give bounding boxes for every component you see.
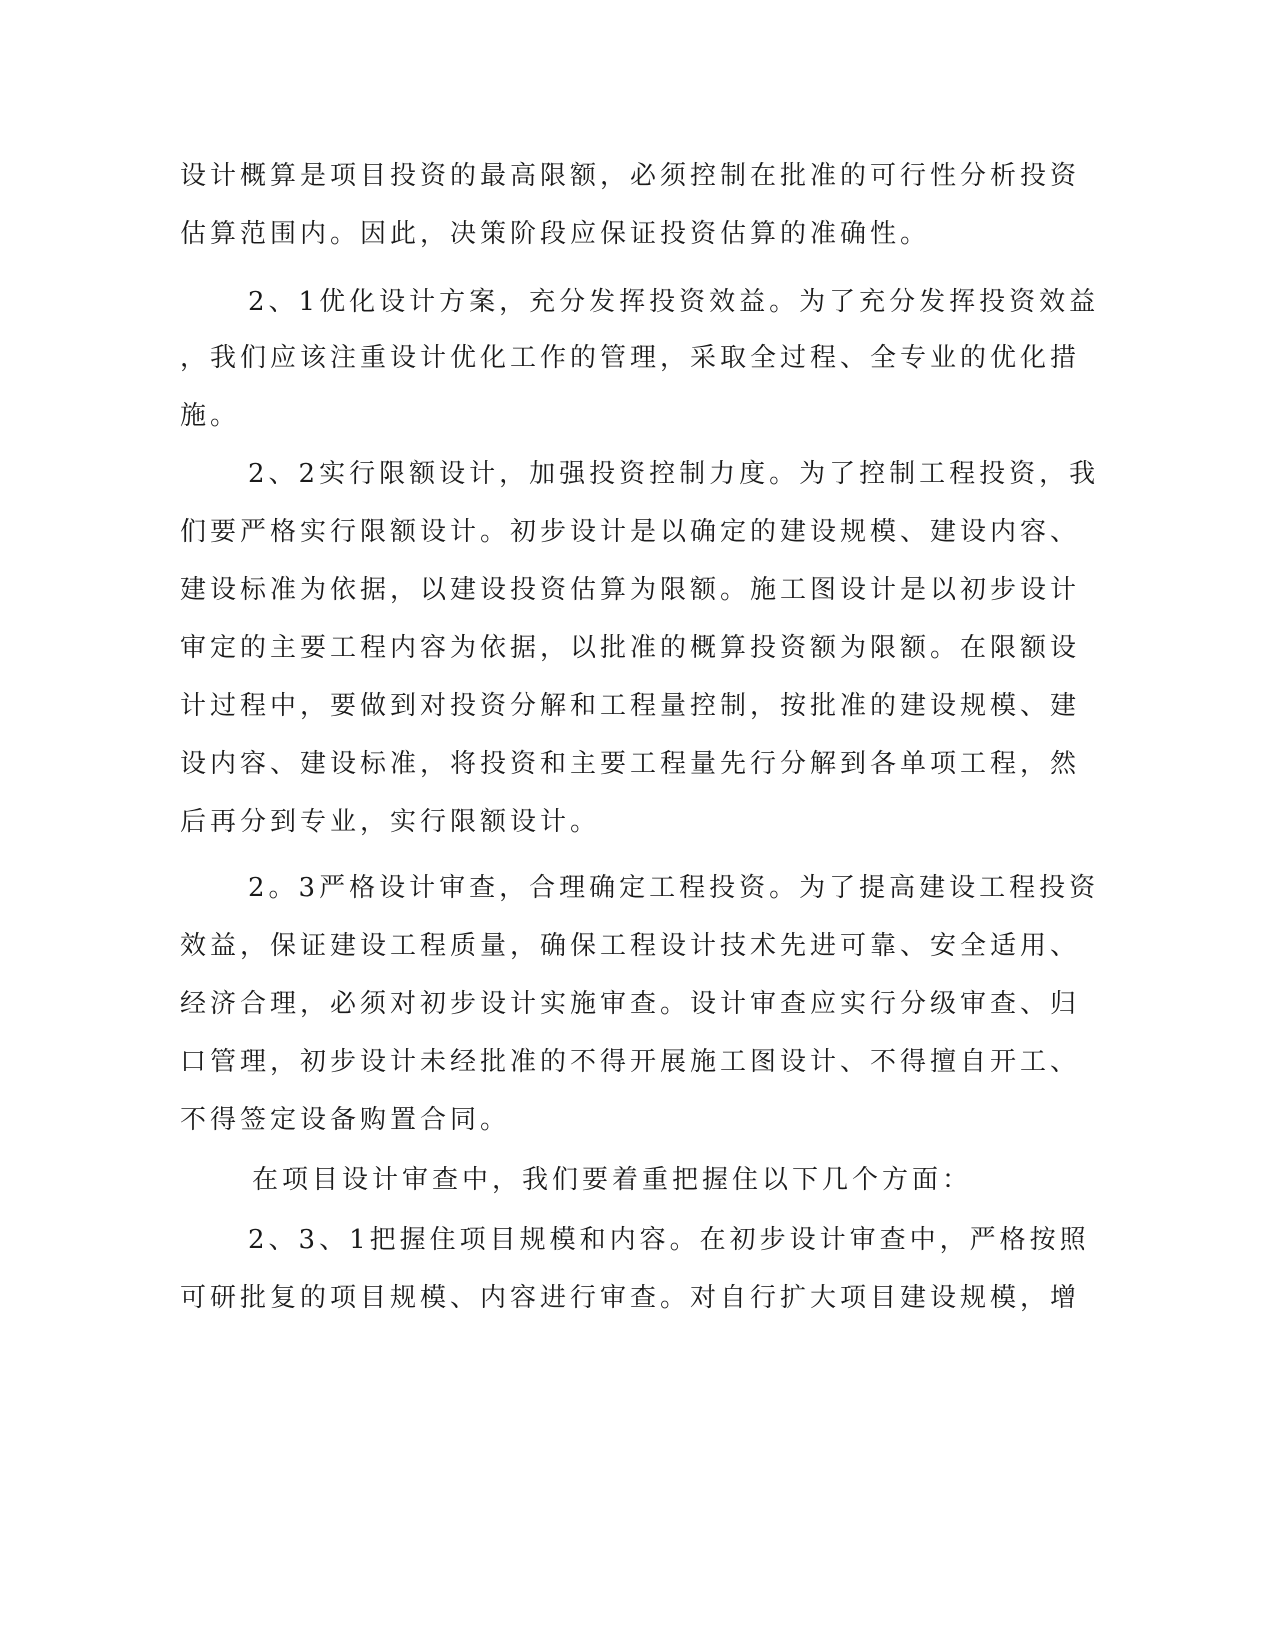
text-line-14: 效益，保证建设工程质量，确保工程设计技术先进可靠、安全适用、: [180, 931, 1081, 961]
text-line-8: 建设标准为依据，以建设投资估算为限额。施工图设计是以初步设计: [180, 575, 1081, 605]
text-line-4: ，我们应该注重设计优化工作的管理，采取全过程、全专业的优化措: [180, 343, 1081, 373]
text-line-19: 2、3、1把握住项目规模和内容。在初步设计审查中，严格按照: [248, 1225, 1090, 1255]
text-line-18: 在项目设计审查中，我们要着重把握住以下几个方面：: [252, 1165, 973, 1195]
text-line-10: 计过程中，要做到对投资分解和工程量控制，按批准的建设规模、建: [180, 691, 1081, 721]
text-line-2: 估算范围内。因此，决策阶段应保证投资估算的准确性。: [180, 219, 931, 249]
text-line-7: 们要严格实行限额设计。初步设计是以确定的建设规模、建设内容、: [180, 517, 1081, 547]
text-line-3: 2、1优化设计方案，充分发挥投资效益。为了充分发挥投资效益: [248, 287, 1100, 317]
text-line-20: 可研批复的项目规模、内容进行审查。对自行扩大项目建设规模，增: [180, 1283, 1081, 1313]
text-line-11: 设内容、建设标准，将投资和主要工程量先行分解到各单项工程，然: [180, 749, 1081, 779]
text-line-16: 口管理，初步设计未经批准的不得开展施工图设计、不得擅自开工、: [180, 1047, 1081, 1077]
text-line-5: 施。: [180, 401, 241, 431]
text-line-9: 审定的主要工程内容为依据，以批准的概算投资额为限额。在限额设: [180, 633, 1081, 663]
text-line-12: 后再分到专业，实行限额设计。: [180, 807, 601, 837]
text-line-1: 设计概算是项目投资的最高限额，必须控制在批准的可行性分析投资: [180, 161, 1081, 191]
text-line-15: 经济合理，必须对初步设计实施审查。设计审查应实行分级审查、归: [180, 989, 1081, 1019]
text-line-17: 不得签定设备购置合同。: [180, 1105, 511, 1135]
text-line-6: 2、2实行限额设计，加强投资控制力度。为了控制工程投资，我: [248, 459, 1100, 489]
text-line-13: 2。3严格设计审查，合理确定工程投资。为了提高建设工程投资: [248, 873, 1100, 903]
